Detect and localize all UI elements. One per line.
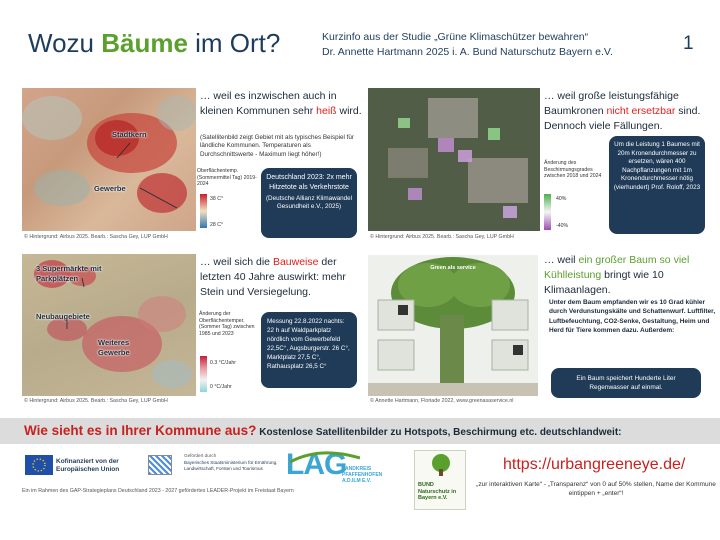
canopy-legend-bar (544, 194, 551, 230)
lag-text: LANDKREIS PFAFFENHOFEN A.D.ILM E.V. (342, 466, 383, 484)
canopy-map-graphic (368, 88, 540, 231)
heat-legend-min: 28 C° (210, 222, 224, 228)
arrow-industry (140, 188, 177, 208)
heat-map-arrows (22, 88, 222, 238)
page-subtitle: Kurzinfo aus der Studie „Grüne Klimaschützer bewahren“ Dr. Annette Hartmann 2025 i. A. Bund Naturschutz Bayern e.V. (322, 31, 613, 58)
program-note: Ein im Rahmen des GAP-Strategieplans Deutschland 2023 - 2027 gefördertes LEADER-Projekt im Freistaat Bayern (22, 488, 294, 494)
canopy-stat-box: Um die Leistung 1 Baumes mit 20m Kronendurchmesser zu ersetzen, wären 400 Nachpflanzungen mit 1m Kronendurchmesser nötig (vierhundert) Prof. Roloff, 2023 (609, 136, 705, 234)
caption-canopy: © Hintergrund: Airbus 2025. Bearb.: Sascha Gey, LUP GmbH (370, 234, 514, 240)
heat-legend-bar (200, 194, 207, 228)
tree-photo (368, 255, 538, 396)
label-more-industry: Weiteres Gewerbe (98, 338, 130, 357)
eu-stars-icon (25, 455, 53, 475)
build-legend-title: Änderung der Oberflächentemper. (Sommer Tag) zwischen 1985 und 2023 (199, 311, 255, 337)
heat-headline: … weil es inzwischen auch in kleinen Kommunen sehr heiß wird. (200, 90, 362, 117)
eu-text: Kofinanziert von der Europäischen Union (56, 458, 120, 473)
tree-stat-box: Ein Baum speichert Hunderte Liter Regenwasser auf einmal. (551, 368, 701, 398)
tree-sign: Green als service (430, 265, 476, 271)
eu-logo (25, 455, 53, 475)
canopy-legend-max: 40% (556, 196, 567, 202)
bund-logo (414, 450, 466, 510)
heat-legend-title: Oberflächentemp. (Sommermittel Tag) 2019-2024 (197, 168, 257, 187)
website-link[interactable]: https://urbangreeneye.de/ (503, 456, 686, 473)
label-supermarkets: 3 Supermärkte mit Parkplätzen (36, 264, 102, 283)
bund-text: BUND Naturschutz in Bayern e.V. (418, 482, 457, 502)
label-new-areas: Neubaugebiete (36, 312, 90, 321)
build-legend-max: 0.3 °C/Jahr (210, 360, 237, 366)
label-city-center: Stadtkern (112, 130, 147, 139)
label-industry: Gewerbe (94, 184, 126, 193)
website-instructions: „zur interaktiven Karte“ - „Transparenz“ von 0 auf 50% stellen, Name der Kommune eintippen + „enter“! (476, 481, 716, 497)
build-legend-bar (200, 356, 207, 392)
page-number: 1 (683, 33, 694, 54)
tree-headline: … weil ein großer Baum so viel Kühlleistung bringt wie 10 Klimaanlagen. (544, 254, 690, 296)
caption-build: © Hintergrund: Airbus 2025. Bearb.: Sascha Gey, LUP GmbH (24, 398, 168, 404)
lag-logo: LAG (286, 448, 347, 481)
canopy-legend-min: -40% (556, 223, 569, 229)
build-legend-min: 0 °C/Jahr (210, 384, 232, 390)
bavaria-crest-icon (148, 455, 172, 475)
bund-tree-icon (415, 451, 467, 477)
canopy-headline: … weil große leistungsfähige Baumkronen nicht ersetzbar sind. Dennoch viele Fällungen. (544, 90, 701, 132)
heat-legend-max: 38 C° (210, 196, 224, 202)
page-title: Wozu Bäume im Ort? (28, 28, 281, 58)
bavaria-title: Gefördert durch (184, 453, 217, 458)
build-map-arrows (22, 254, 222, 404)
caption-tree: © Annette Hartmann, Floriade 2022, www.greenasaservice.nl (370, 398, 514, 404)
build-headline: … weil sich die Bauweise der letzten 40 Jahre auswirkt: mehr Stein und Versiegelung. (200, 256, 346, 298)
canopy-legend-title: Änderung des Beschirmungsgrades zwischen 2018 und 2024 (544, 160, 602, 179)
tree-graphic (368, 255, 538, 396)
heat-note: (Satellitenbild zeigt Gebiet mit als typisches Beispiel für ländliche Kommunen. Temperaturen als Durchschnittswerte - Maximum liegt höher!) (200, 134, 354, 158)
tree-body: Unter dem Baum empfanden wir es 10 Grad kühler durch Verdunstungskälte und Schattenwurf. Luftfilter, Luftbefeuchtung, CO2-Senke, Gestaltung, Heim und Herd für Tiere kommen dazu. Außerdem: (549, 299, 716, 335)
build-stat-box: Messung 22.8.2022 nachts: 22 h auf Waldparkplatz nördlich vom Gewerbefeld 22,5C°, Augsburgerstr. 26 C°, Marktplatz 27,5 C°, Rathausplatz 26,5 C° (261, 312, 357, 388)
bavaria-text: Bayerisches Staatsministerium für Ernährung, Landwirtschaft, Forsten und Tourismus (184, 460, 278, 471)
cta-banner-text: Wie sieht es in Ihrer Kommune aus? Kostenlose Satellitenbilder zu Hotspots, Beschirmung etc. deutschlandweit: (24, 423, 622, 438)
heat-stat-box: Deutschland 2023: 2x mehr Hitzetote als Verkehrstote (Deutsche Allianz Klimawandel Gesundheit e.V., 2025) (261, 168, 357, 238)
caption-heat: © Hintergrund: Airbus 2025. Bearb.: Sascha Gey, LUP GmbH (24, 234, 168, 240)
canopy-satellite-map (368, 88, 540, 231)
arrow-city (117, 143, 130, 158)
arrow-markets (82, 278, 84, 287)
